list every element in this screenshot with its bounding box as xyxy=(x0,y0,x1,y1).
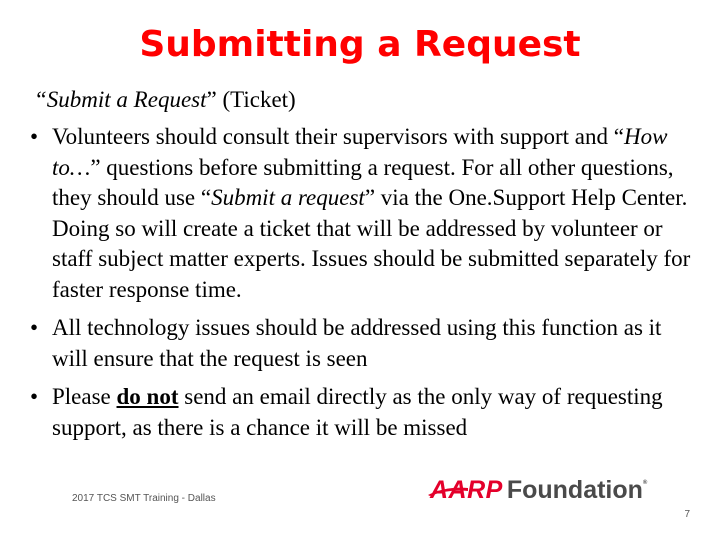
bullet-list xyxy=(30,122,700,451)
page-number: 7 xyxy=(684,509,690,520)
bullet-3-text-2: send an email directly as the only way of requesting support, as there is a chance it will be missed xyxy=(52,384,663,440)
bullet-2-text: All technology issues should be addressed using this function as it will ensure that the request is seen xyxy=(52,315,662,371)
bullet-dot-icon: • xyxy=(30,315,39,340)
logo-foundation-text: Foundation xyxy=(506,476,643,504)
bullet-1-text-3: ” via the One.Support Help Center. Doing so will create a ticket that will be addressed by volunteer or staff subject matter experts. Issues should be submitted separately for faster response time. xyxy=(52,185,691,302)
slide-title: Submitting a Request xyxy=(139,24,581,65)
bullet-item-email xyxy=(30,382,700,443)
logo-registered-mark: ® xyxy=(642,480,648,486)
bullet-1-italic-2: Submit a request xyxy=(211,185,365,210)
bullet-3-emphasis: do not xyxy=(116,384,179,409)
logo-aarp-text: AARP xyxy=(430,476,503,504)
subheading-italic: “Submit a Request xyxy=(34,87,207,112)
bullet-item-technology xyxy=(30,313,700,374)
aarp-foundation-logo xyxy=(430,476,647,505)
subheading xyxy=(34,84,296,116)
footer-text: 2017 TCS SMT Training - Dallas xyxy=(72,493,216,504)
bullet-dot-icon: • xyxy=(30,124,39,149)
subheading-rest: ” (Ticket) xyxy=(206,87,296,112)
bullet-1-text-2: ” questions before submitting a request. For all other questions, they should use “ xyxy=(52,154,674,210)
bullet-3-text-1: Please xyxy=(52,384,117,409)
bullet-1-italic-1: How to… xyxy=(52,124,668,180)
bullet-1-text-1: Volunteers should consult their supervisors with support and “ xyxy=(52,124,624,149)
bullet-dot-icon: • xyxy=(30,384,39,409)
bullet-item-volunteers xyxy=(30,122,700,305)
